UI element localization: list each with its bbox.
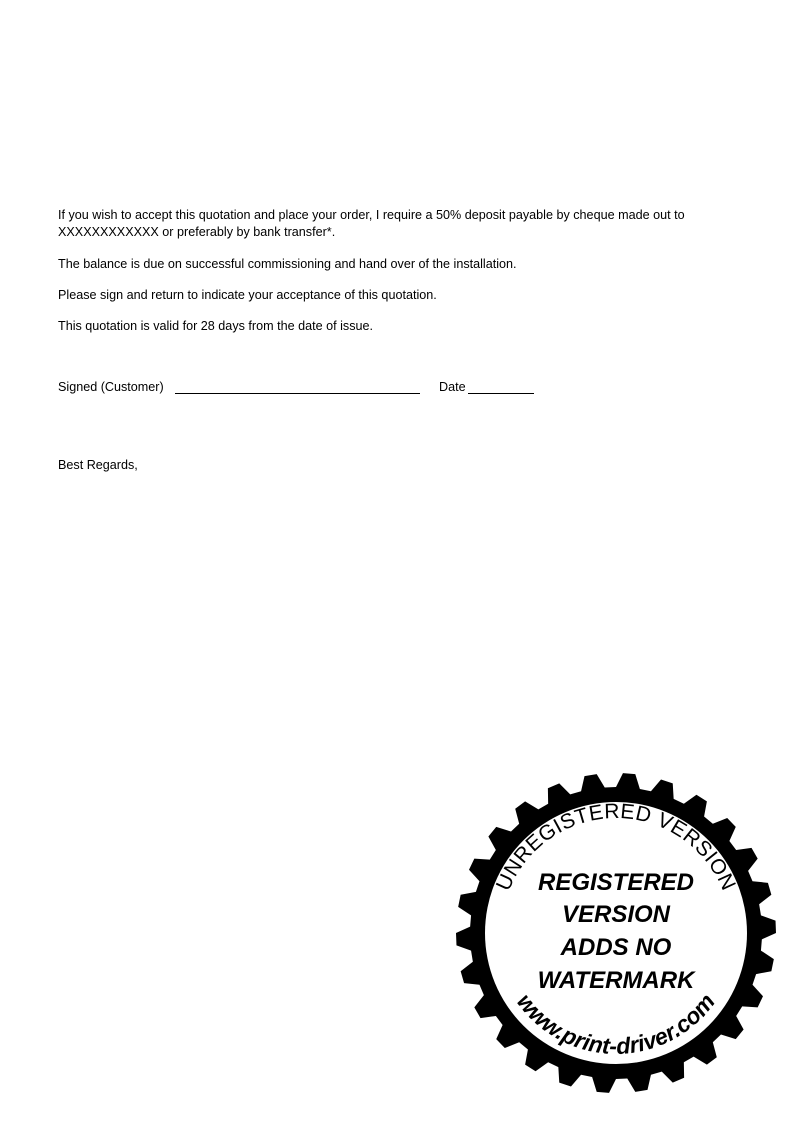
balance-paragraph: The balance is due on successful commissioning and hand over of the installation. [58, 257, 517, 271]
closing-text: Best Regards, [58, 458, 138, 472]
watermark-stamp [455, 772, 777, 1094]
stamp-line-1: REGISTERED [537, 869, 695, 896]
date-label: Date [439, 380, 466, 394]
signature-label: Signed (Customer) [58, 380, 164, 394]
stamp-arc-top-text: UNREGISTERED VERSION [491, 799, 741, 895]
stamp-line-2: VERSION [561, 901, 671, 928]
signature-line [175, 393, 420, 394]
stamp-arc-bottom-text: www.print-driver.com [512, 988, 720, 1060]
stamp-line-3: ADDS NO [560, 934, 672, 961]
deposit-paragraph: If you wish to accept this quotation and place your order, I require a 50% deposit payable by cheque made out to XXXXXXXXXXXX or preferably by bank transfer*. [58, 208, 685, 239]
date-line [468, 393, 534, 394]
validity-paragraph: This quotation is valid for 28 days from the date of issue. [58, 319, 374, 333]
stamp-line-4: WATERMARK [537, 967, 695, 994]
sign-return-paragraph: Please sign and return to indicate your acceptance of this quotation. [58, 288, 437, 302]
